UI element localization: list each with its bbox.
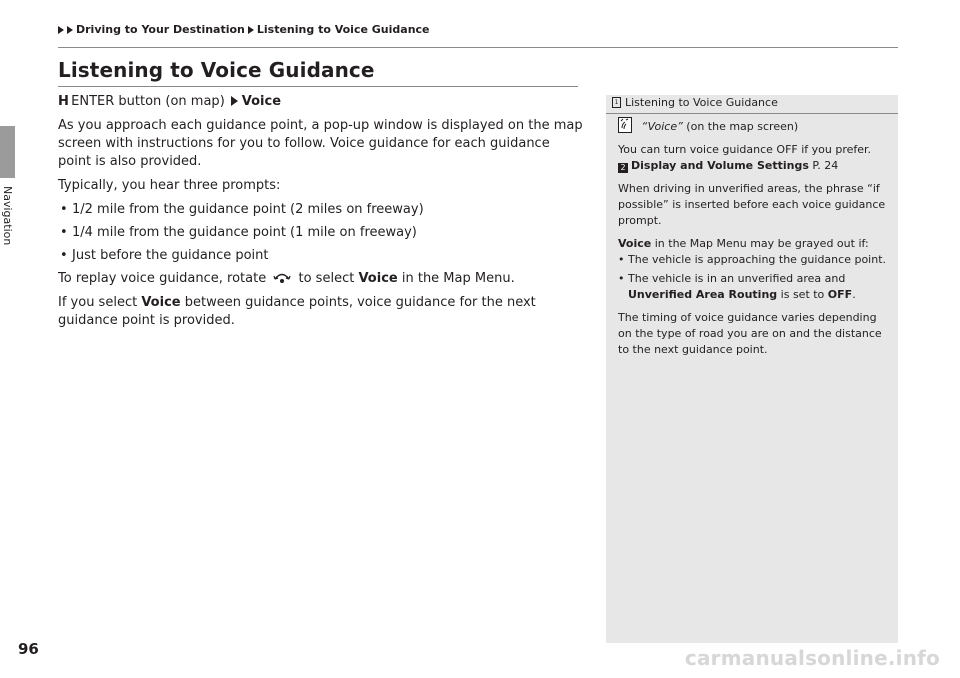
sidebar-rule <box>606 113 898 114</box>
replay-voice: Voice <box>358 271 398 286</box>
arrow-triangle-icon <box>67 26 73 34</box>
list-item: • 1/4 mile from the guidance point (1 mile on freeway) <box>58 224 583 242</box>
between-voice: Voice <box>141 295 181 310</box>
bullet-prefix: The vehicle is in an unverified area and <box>628 272 846 285</box>
replay-after: in the Map Menu. <box>401 271 515 286</box>
replay-text <box>58 270 583 288</box>
side-label-text: Navigation <box>1 186 14 246</box>
between-text <box>58 294 583 330</box>
header-rule <box>58 47 898 48</box>
grayed-text <box>618 236 890 252</box>
note-marker: 1 <box>612 97 621 108</box>
voice-talk-icon <box>618 117 632 133</box>
main-content <box>58 93 583 336</box>
replay-mid: to select <box>298 271 355 286</box>
replay-before: To replay voice guidance, rotate <box>58 271 267 286</box>
grayed-voice: Voice <box>618 237 652 250</box>
breadcrumb-item[interactable]: Listening to Voice Guidance <box>256 23 430 36</box>
menu-path-text: ENTER button (on map) <box>71 94 225 109</box>
off-text-body: You can turn voice guidance OFF if you prefer. <box>618 143 872 156</box>
between-before: If you select <box>58 295 138 310</box>
between-after: between guidance points, voice guidance for the next guidance point is provided. <box>58 295 536 328</box>
voice-line <box>618 117 890 135</box>
arrow-triangle-icon <box>231 96 238 106</box>
off-text <box>618 142 890 174</box>
sidebar-body <box>618 117 890 365</box>
bullet-mid: is set to <box>780 288 825 301</box>
list-item: • Just before the guidance point <box>58 247 583 265</box>
page-title: Listening to Voice Guidance <box>58 58 375 82</box>
rotate-knob-icon <box>273 270 291 284</box>
list-item <box>618 271 890 303</box>
chapter-tab <box>0 126 15 178</box>
intro-text: As you approach each guidance point, a pop-up window is displayed on the map screen with instructions for you to follow. Voice guidance for each guidance point is also provided. <box>58 118 583 169</box>
notes-sidebar <box>606 95 898 643</box>
prompts-lead: Typically, you hear three prompts: <box>58 178 281 193</box>
reference-arrow-icon: 2 <box>618 163 628 173</box>
bullet-end: . <box>852 288 856 301</box>
menu-path-target: Voice <box>241 94 282 109</box>
setting-value: OFF <box>827 288 853 301</box>
setting-name: Unverified Area Routing <box>628 288 778 301</box>
prompt-list <box>58 201 583 265</box>
sidebar-title: Listening to Voice Guidance <box>625 96 778 109</box>
arrow-triangle-icon <box>58 26 64 34</box>
page-number: 96 <box>18 640 39 658</box>
list-item: • The vehicle is approaching the guidance point. <box>618 252 890 268</box>
watermark: carmanualsonline.info <box>684 646 940 670</box>
breadcrumb-item[interactable]: Driving to Your Destination <box>76 23 245 36</box>
voice-quote: “Voice” <box>641 120 683 133</box>
voice-suffix: (on the map screen) <box>686 120 799 133</box>
grayed-list <box>618 252 890 303</box>
list-item: • 1/2 mile from the guidance point (2 miles on freeway) <box>58 201 583 219</box>
grayed-rest: in the Map Menu may be grayed out if: <box>654 237 869 250</box>
arrow-triangle-icon <box>248 26 254 34</box>
unverified-text: When driving in unverified areas, the phrase “if possible” is inserted before each voice guidance prompt. <box>618 182 886 227</box>
breadcrumb <box>58 23 433 36</box>
menu-path <box>58 93 583 111</box>
sidebar-header <box>612 96 778 109</box>
reference-page[interactable]: P. 24 <box>812 159 839 172</box>
home-menu-icon: H <box>58 94 69 109</box>
timing-text: The timing of voice guidance varies depending on the type of road you are on and the distance to the next guidance point. <box>618 311 882 356</box>
reference-link[interactable]: Display and Volume Settings <box>631 159 809 172</box>
title-rule <box>58 86 578 87</box>
